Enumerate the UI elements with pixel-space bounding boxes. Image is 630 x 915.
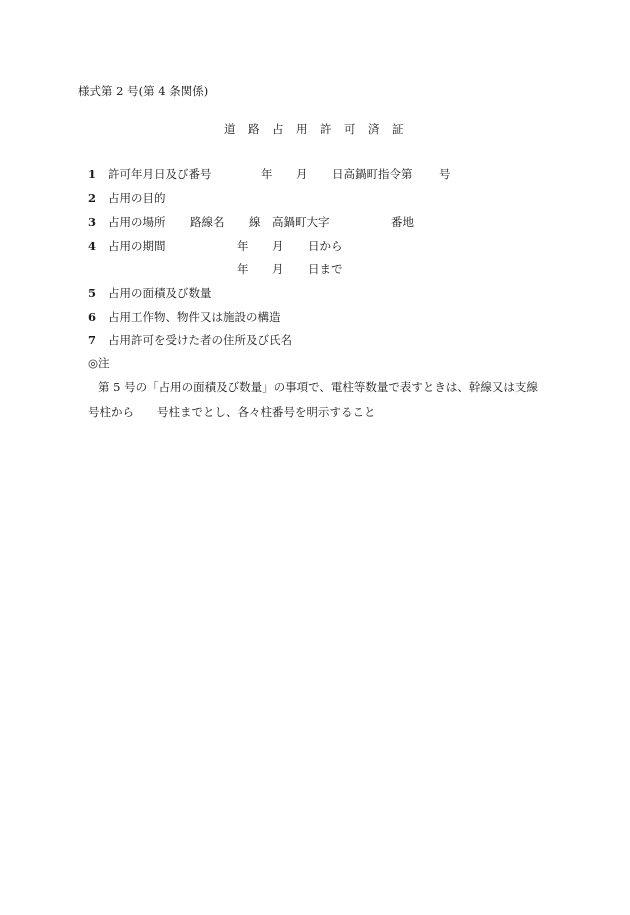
item-3-route-name: 路線名 [190,215,225,229]
item-3-banchi: 番地 [391,215,414,229]
item-3-line: 線 [249,215,261,229]
item-4-label: 占用の期間 [108,239,166,253]
item-6-number: 6 [88,310,97,324]
item-4-from-year: 年 [237,239,249,253]
item-1-day-office: 日高鍋町指令第 [332,167,413,181]
item-3-number: 3 [88,215,97,229]
item-3-label: 占用の場所 [108,215,166,229]
item-4-from-month: 月 [272,239,284,253]
note-line-2: 号柱から 号柱までとし、各々柱番号を明示すること [88,405,376,419]
item-4-from-day: 日から [308,239,343,253]
item-4-to-month: 月 [272,262,284,276]
item-3-town: 高鍋町大字 [272,215,330,229]
document-title: 道 路 占 用 許 可 済 証 [224,122,404,136]
item-7-number: 7 [88,333,97,347]
item-2-label: 占用の目的 [108,191,166,205]
item-4-number: 4 [88,239,97,253]
note-line-1: 第 5 号の「占用の面積及び数量」の事項で、電柱等数量で表すときは、幹線又は支線 [98,380,538,394]
item-7-label: 占用許可を受けた者の住所及び氏名 [108,333,292,347]
item-6-label: 占用工作物、物件又は施設の構造 [108,310,281,324]
form-number: 様式第 2 号(第 4 条関係) [78,84,209,98]
item-1-year: 年 [261,167,273,181]
item-5-label: 占用の面積及び数量 [108,286,212,300]
item-1-month: 月 [296,167,308,181]
item-2-number: 2 [88,191,97,205]
item-1-number-suffix: 号 [439,167,451,181]
item-5-number: 5 [88,286,97,300]
item-1-label: 許可年月日及び番号 [108,167,212,181]
item-1-number: 1 [88,167,97,181]
item-4-to-year: 年 [237,262,249,276]
note-mark: ◎注 [88,356,110,370]
item-4-to-day: 日まで [308,262,343,276]
